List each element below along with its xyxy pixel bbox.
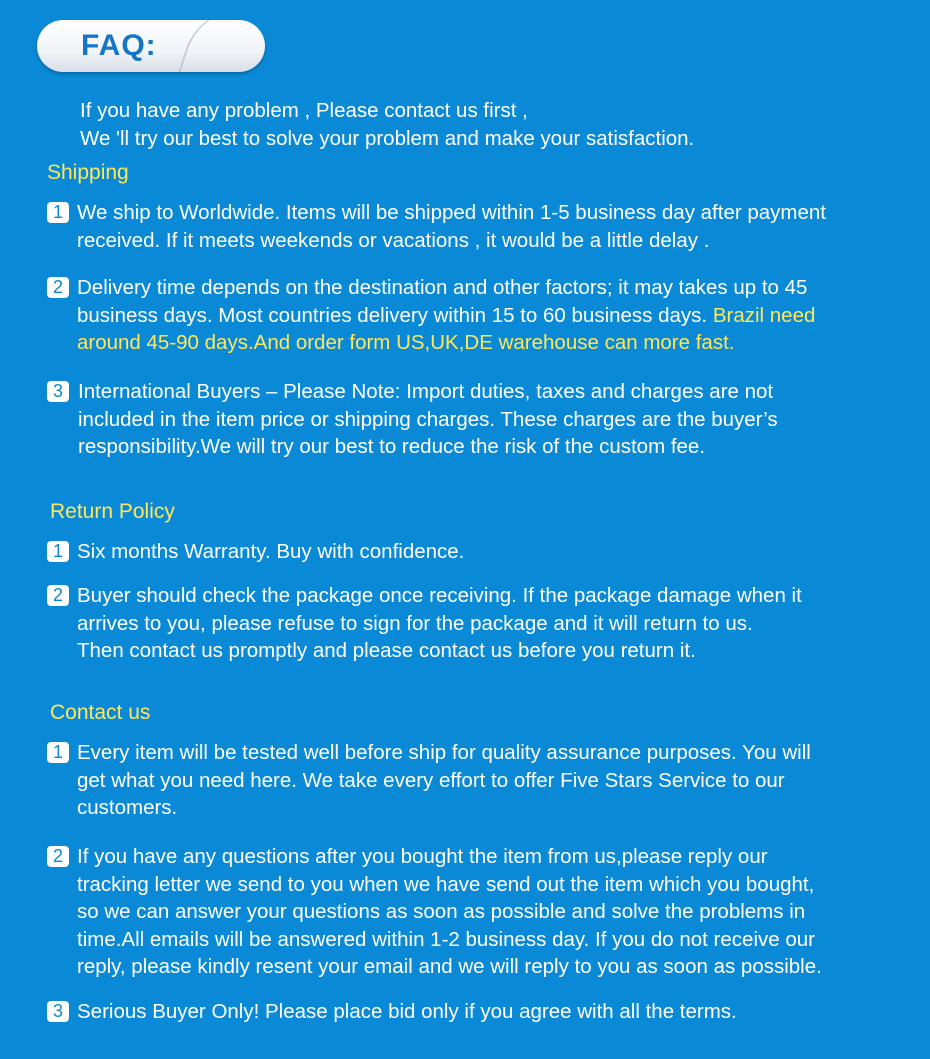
item-line: reply, please kindly resent your email and we will reply to you as soon as possible. <box>77 955 822 979</box>
item-line <box>77 302 815 330</box>
item-text <box>78 378 778 461</box>
faq-title: FAQ: <box>81 29 157 62</box>
item-text <box>77 538 464 566</box>
faq-badge <box>37 20 265 72</box>
item-line: We ship to Worldwide. Items will be shipped within 1-5 business day after payment <box>77 201 826 224</box>
item-line: get what you need here. We take every effort to offer Five Stars Service to our <box>77 768 785 792</box>
item-text <box>77 582 802 665</box>
intro-text <box>80 97 694 152</box>
intro-line: We 'll try our best to solve your problem and make your satisfaction. <box>80 126 695 150</box>
item-line: time.All emails will be answered within 1-2 business day. If you do not receive our <box>77 927 815 951</box>
item-text <box>77 274 815 357</box>
number-badge: 2 <box>47 277 69 298</box>
number-badge: 2 <box>47 585 69 606</box>
item-line: Serious Buyer Only! Please place bid only if you agree with all the terms. <box>77 1000 737 1023</box>
item-line: International Buyers – Please Note: Import duties, taxes and charges are not <box>78 380 774 403</box>
highlighted-line: around 45-90 days.And order form US,UK,DE warehouse can more fast. <box>77 331 735 355</box>
shipping-heading: Shipping <box>47 161 129 184</box>
number-badge: 1 <box>47 541 69 562</box>
badge-shine-decoration <box>176 20 265 72</box>
item-line: Buyer should check the package once receiving. If the package damage when it <box>77 584 802 607</box>
item-line: received. If it meets weekends or vacations , it would be a little delay . <box>77 228 710 252</box>
item-line: Delivery time depends on the destination and other factors; it may takes up to 45 <box>77 276 808 299</box>
item-line: tracking letter we send to you when we have send out the item which you bought, <box>77 872 815 896</box>
item-text <box>77 998 737 1026</box>
item-line: If you have any questions after you bought the item from us,please reply our <box>77 845 768 868</box>
number-badge: 1 <box>47 202 69 223</box>
item-line-text: business days. Most countries delivery within 15 to 60 business days. <box>77 303 713 327</box>
return-policy-heading: Return Policy <box>50 500 175 523</box>
item-line: so we can answer your questions as soon as possible and solve the problems in <box>77 900 806 924</box>
item-line: Six months Warranty. Buy with confidence. <box>77 540 465 563</box>
intro-line: If you have any problem , Please contact us first , <box>80 99 528 122</box>
item-text <box>77 199 826 254</box>
item-line: customers. <box>77 796 178 820</box>
item-line: Then contact us promptly and please contact us before you return it. <box>77 639 696 663</box>
number-badge: 3 <box>47 381 69 402</box>
number-badge: 3 <box>47 1001 69 1022</box>
number-badge: 2 <box>47 846 69 867</box>
number-badge: 1 <box>47 742 69 763</box>
item-line: Every item will be tested well before ship for quality assurance purposes. You will <box>77 741 811 764</box>
contact-heading: Contact us <box>50 701 151 724</box>
item-line: arrives to you, please refuse to sign for the package and it will return to us. <box>77 611 753 635</box>
item-line: included in the item price or shipping charges. These charges are the buyer’s <box>78 407 778 431</box>
item-text <box>77 843 822 981</box>
item-line: responsibility.We will try our best to reduce the risk of the custom fee. <box>78 435 706 459</box>
highlighted-text: Brazil need <box>712 303 816 327</box>
item-text <box>77 739 811 822</box>
